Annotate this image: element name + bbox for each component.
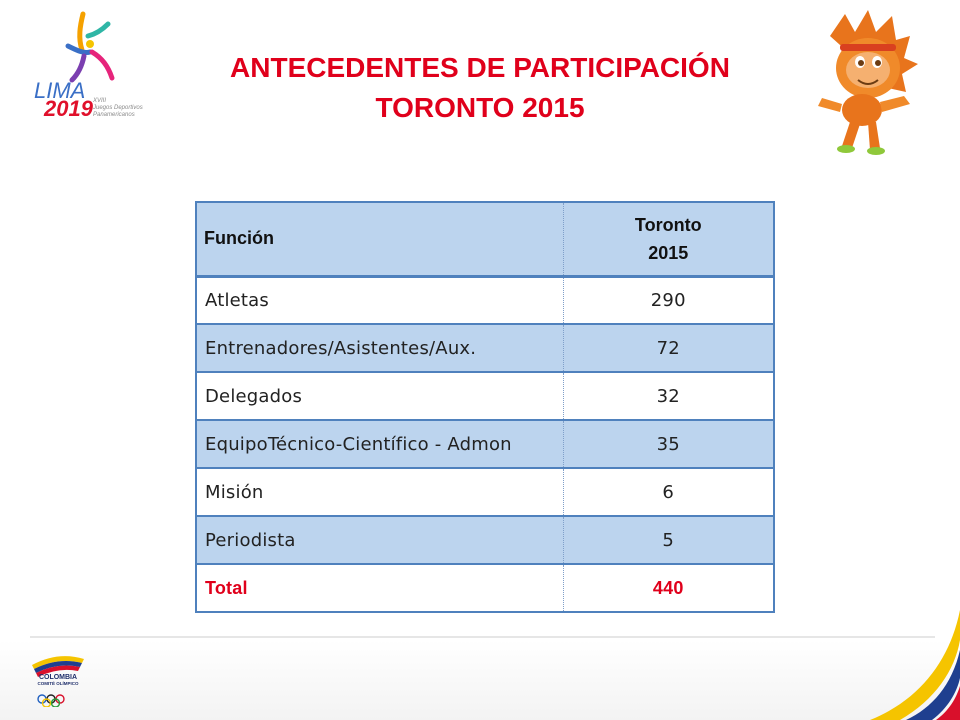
row-value: 32: [563, 372, 774, 420]
colombia-label: COLOMBIA: [38, 674, 78, 681]
row-label: EquipoTécnico-Científico - Admon: [196, 420, 563, 468]
table-row: [196, 420, 774, 468]
decorative-swoosh-icon: [860, 600, 960, 720]
footer-band: [0, 640, 960, 720]
column-header-toronto-2015: [563, 202, 774, 276]
table-row: [196, 276, 774, 324]
table-header-row: [196, 202, 774, 276]
comite-olimpico-label: COMITÉ OLÍMPICO: [37, 681, 79, 686]
title-line1: ANTECEDENTES DE PARTICIPACIÓN: [230, 52, 730, 83]
row-value: 35: [563, 420, 774, 468]
footer-divider: [30, 636, 935, 638]
row-label: Misión: [196, 468, 563, 516]
total-label: Total: [196, 564, 563, 612]
table-row: [196, 372, 774, 420]
row-label: Entrenadores/Asistentes/Aux.: [196, 324, 563, 372]
participation-table-wrap: [195, 201, 773, 613]
lima-subtitle-line3: Panamericanos: [93, 112, 135, 118]
row-value: 290: [563, 276, 774, 324]
column-header-funcion: Función: [196, 202, 563, 276]
lima-year: 2019: [44, 96, 93, 121]
row-label: Atletas: [196, 276, 563, 324]
lima-subtitle-line2: Juegos Deportivos: [93, 105, 143, 111]
lima-word: LIMA: [34, 78, 86, 103]
page-title: [160, 48, 800, 128]
table-total-row: [196, 564, 774, 612]
lima-subtitle-line1: XVIII: [93, 98, 107, 104]
mascot-icon: [810, 6, 925, 156]
row-value: 6: [563, 468, 774, 516]
table-row: [196, 516, 774, 564]
total-value: 440: [563, 564, 774, 612]
table-row: [196, 468, 774, 516]
title-line2: TORONTO 2015: [375, 92, 585, 123]
row-label: Delegados: [196, 372, 563, 420]
row-label: Periodista: [196, 516, 563, 564]
participation-table: [195, 201, 775, 613]
column-header-year-line1: Toronto: [634, 214, 702, 235]
colombia-olympic-name: [22, 674, 94, 686]
row-value: 72: [563, 324, 774, 372]
row-value: 5: [563, 516, 774, 564]
table-row: [196, 324, 774, 372]
lima-subtitle: [93, 98, 163, 119]
column-header-year-line2: 2015: [648, 242, 689, 263]
